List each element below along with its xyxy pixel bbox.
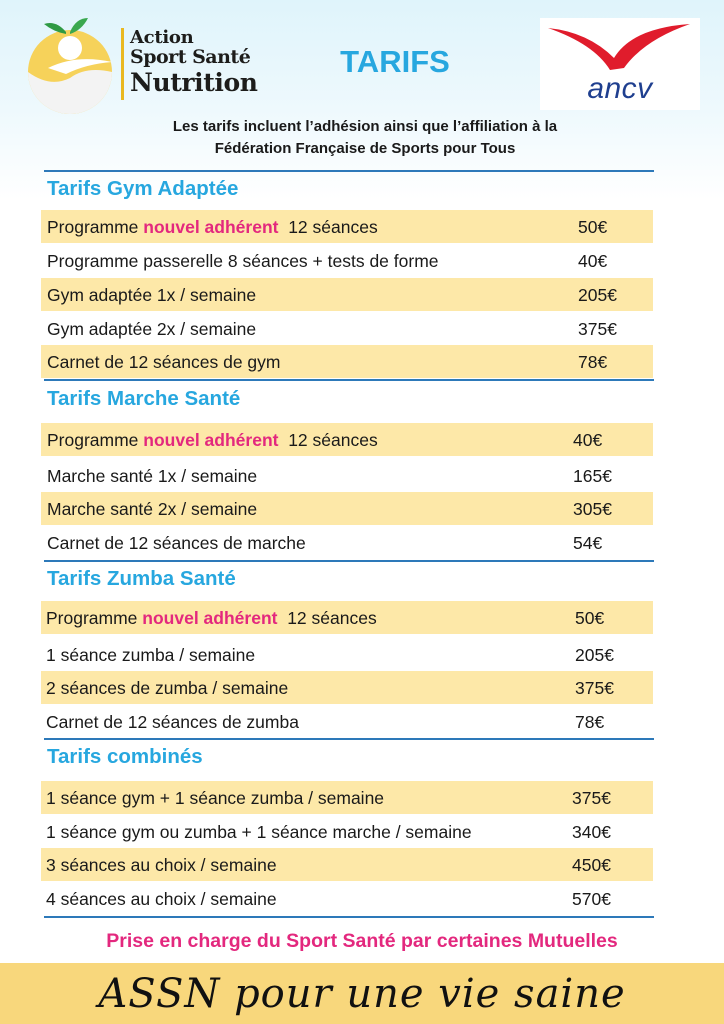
- section-title-marche: Tarifs Marche Santé: [47, 387, 241, 410]
- price-row: [41, 882, 653, 915]
- section-rule: [44, 379, 654, 381]
- row-price: 450€: [572, 855, 611, 875]
- brand-name: [121, 24, 281, 104]
- new-member-highlight: nouvel adhérent: [142, 608, 278, 628]
- row-label: Carnet de 12 séances de zumba: [46, 712, 299, 732]
- row-label: Carnet de 12 séances de marche: [47, 533, 306, 553]
- row-price: 40€: [578, 251, 608, 271]
- price-row: [41, 848, 653, 881]
- row-label: 2 séances de zumba / semaine: [46, 678, 289, 698]
- row-price: 50€: [575, 608, 605, 628]
- row-label: Gym adaptée 2x / semaine: [47, 319, 257, 339]
- ancv-bird-icon: [540, 18, 700, 78]
- section-rule: [44, 170, 654, 172]
- section-rule: [44, 560, 654, 562]
- row-label-prefix: Programme: [47, 217, 139, 237]
- row-price: 50€: [578, 217, 608, 237]
- row-label: [47, 217, 378, 238]
- row-price: 165€: [573, 466, 612, 486]
- row-label: Marche santé 2x / semaine: [47, 499, 258, 519]
- price-row: [41, 244, 653, 277]
- row-price: 570€: [572, 889, 611, 909]
- price-row: [41, 345, 653, 378]
- price-row: [41, 210, 653, 243]
- section-rule: [44, 916, 654, 918]
- row-label-suffix: 12 séances: [288, 430, 378, 450]
- row-label: 1 séance gym + 1 séance zumba / semaine: [46, 788, 385, 808]
- brand-line-sport-sante: Sport Santé: [130, 46, 251, 68]
- price-row: [41, 705, 653, 738]
- price-row: [41, 312, 653, 345]
- row-price: 78€: [575, 712, 605, 732]
- brand-line-action: Action: [130, 27, 194, 48]
- row-label: Carnet de 12 séances de gym: [47, 352, 281, 372]
- row-label: [47, 430, 378, 451]
- section-title-gym: Tarifs Gym Adaptée: [47, 177, 239, 200]
- intro-text: [80, 116, 650, 160]
- price-row: [41, 526, 653, 559]
- section-title-combines: Tarifs combinés: [47, 745, 203, 768]
- row-price: 375€: [578, 319, 617, 339]
- row-label: [46, 608, 377, 629]
- row-price: 375€: [572, 788, 611, 808]
- row-price: 205€: [578, 285, 617, 305]
- section-rule: [44, 738, 654, 740]
- row-price: 375€: [575, 678, 614, 698]
- row-price: 340€: [572, 822, 611, 842]
- price-row: [41, 815, 653, 848]
- footer-band: [0, 963, 724, 1024]
- ancv-logo: [540, 18, 700, 110]
- row-label: 1 séance zumba / semaine: [46, 645, 256, 665]
- price-row: [41, 423, 653, 456]
- row-label-prefix: Programme: [46, 608, 138, 628]
- brand-accent-bar: [121, 28, 124, 100]
- price-row: [41, 278, 653, 311]
- ancv-label: ancv: [587, 72, 653, 105]
- row-label: 3 séances au choix / semaine: [46, 855, 277, 875]
- row-label: Marche santé 1x / semaine: [47, 466, 258, 486]
- footer-slogan: ASSN pour une vie saine: [98, 971, 626, 1017]
- assn-logo: [26, 14, 126, 114]
- page-title: TARIFS: [340, 44, 450, 79]
- row-price: 40€: [573, 430, 603, 450]
- row-price: 205€: [575, 645, 614, 665]
- row-label: Programme passerelle 8 séances + tests de forme: [47, 251, 439, 271]
- row-label: 4 séances au choix / semaine: [46, 889, 277, 909]
- intro-line-1: Les tarifs incluent l’adhésion ainsi que l’affiliation à la: [172, 118, 558, 135]
- logo-graphic: [26, 14, 126, 114]
- row-label-suffix: 12 séances: [287, 608, 377, 628]
- price-row: [41, 601, 653, 634]
- new-member-highlight: nouvel adhérent: [143, 430, 279, 450]
- price-row: [41, 459, 653, 492]
- row-label: 1 séance gym ou zumba + 1 séance marche / semaine: [46, 822, 472, 842]
- price-row: [41, 671, 653, 704]
- intro-line-2: Fédération Française de Sports pour Tous: [214, 140, 516, 157]
- section-title-zumba: Tarifs Zumba Santé: [47, 567, 236, 590]
- price-row: [41, 638, 653, 671]
- row-label-prefix: Programme: [47, 430, 139, 450]
- price-row: [41, 492, 653, 525]
- row-label: Gym adaptée 1x / semaine: [47, 285, 257, 305]
- brand-line-nutrition: Nutrition: [130, 68, 258, 97]
- mutuelles-note: Prise en charge du Sport Santé par certaines Mutuelles: [106, 930, 618, 952]
- row-price: 305€: [573, 499, 612, 519]
- new-member-highlight: nouvel adhérent: [143, 217, 279, 237]
- row-price: 78€: [578, 352, 608, 372]
- row-price: 54€: [573, 533, 603, 553]
- row-label-suffix: 12 séances: [288, 217, 378, 237]
- price-row: [41, 781, 653, 814]
